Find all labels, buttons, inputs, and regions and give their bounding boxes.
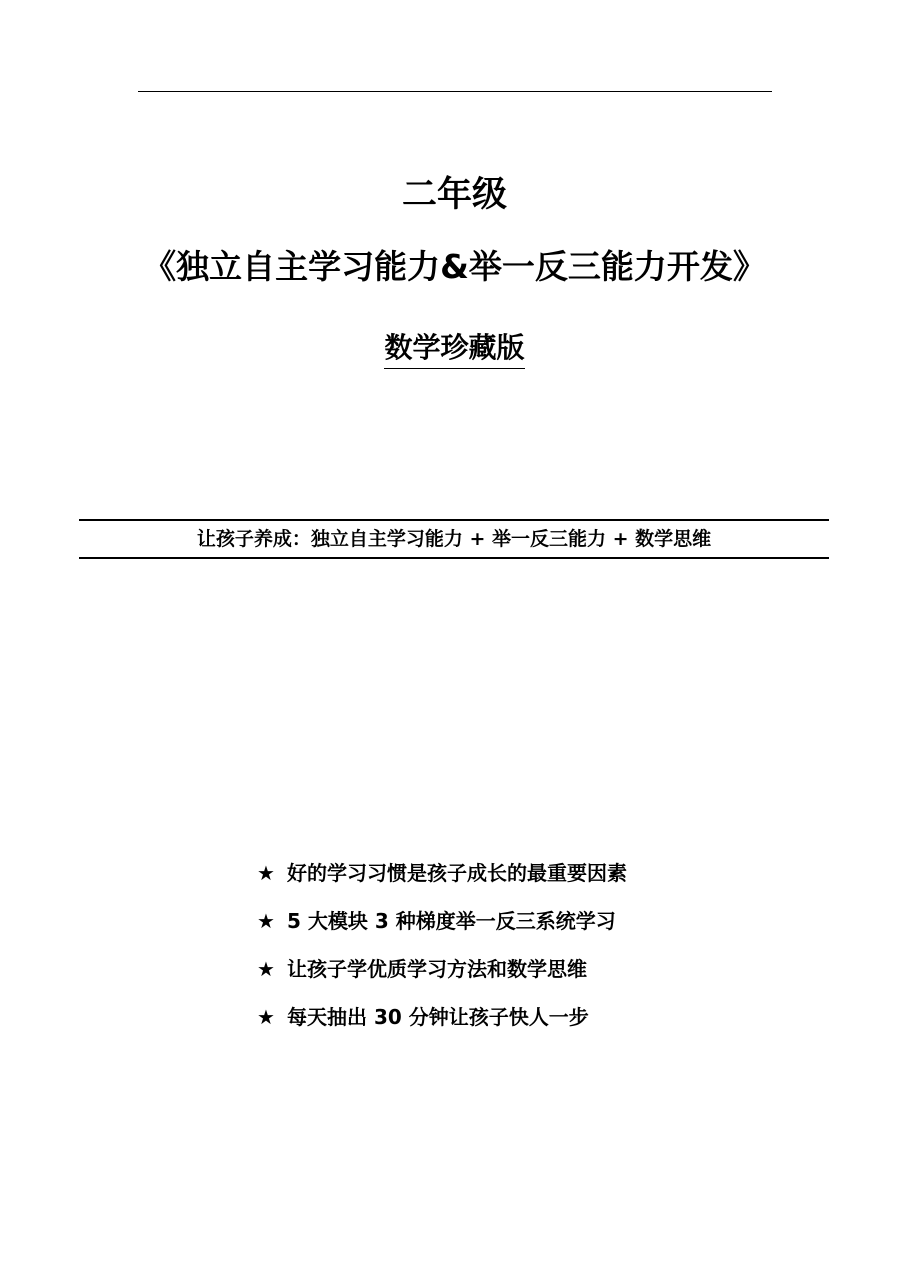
feature-item	[256, 903, 627, 951]
feature-text: 每天抽出 30 分钟让孩子快人一步	[287, 1005, 589, 1029]
edition-wrapper	[0, 328, 909, 369]
feature-text: 好的学习习惯是孩子成长的最重要因素	[287, 861, 627, 885]
top-rule	[138, 91, 772, 92]
grade-title: 二年级	[401, 175, 507, 215]
feature-text: 5 大模块 3 种梯度举一反三系统学习	[287, 909, 616, 933]
tagline-band: 让孩子养成：独立自主学习能力 + 举一反三能力 + 数学思维	[79, 519, 829, 559]
star-icon: ★	[257, 1005, 275, 1029]
star-icon: ★	[257, 909, 275, 933]
feature-item	[256, 855, 627, 903]
star-icon: ★	[257, 861, 275, 885]
feature-text: 让孩子学优质学习方法和数学思维	[287, 957, 587, 981]
star-icon: ★	[257, 957, 275, 981]
feature-item	[256, 999, 627, 1047]
edition-label: 数学珍藏版	[384, 328, 524, 369]
main-title: 《独立自主学习能力&举一反三能力开发》	[143, 247, 766, 286]
feature-item	[256, 951, 627, 999]
feature-list	[256, 855, 627, 1047]
